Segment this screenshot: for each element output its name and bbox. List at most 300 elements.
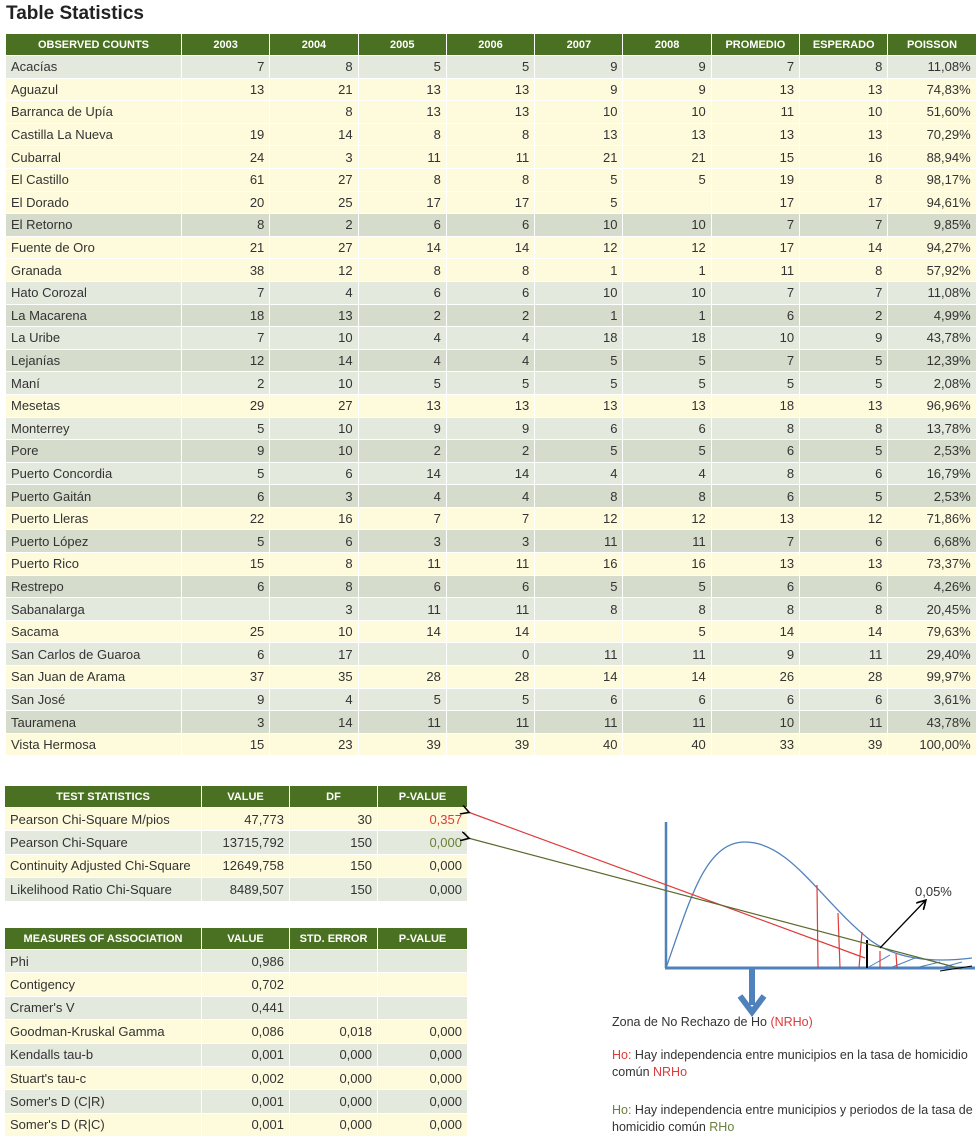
cell-value: 13 [800, 394, 888, 417]
cell-value: 5 [623, 440, 711, 463]
cell-value: 6 [711, 485, 799, 508]
cell-value: 14 [800, 620, 888, 643]
cell-value: 2 [270, 214, 358, 237]
row-label: Phi [5, 950, 202, 973]
cell-value: 11 [623, 643, 711, 666]
cell-value: 3 [358, 530, 446, 553]
cell-value: 3 [182, 711, 270, 734]
cell-value: 0,702 [202, 973, 290, 996]
cell-value: 2 [446, 304, 534, 327]
cell-value: 2 [800, 304, 888, 327]
cell-value: 16 [623, 553, 711, 576]
cell-value: 13 [446, 101, 534, 124]
cell-value: 39 [800, 733, 888, 756]
cell-value: 88,94% [888, 146, 976, 169]
row-label: San Carlos de Guaroa [6, 643, 182, 666]
cell-value: 5 [182, 417, 270, 440]
cell-value: 0,441 [202, 996, 290, 1019]
cell-value: 5 [182, 462, 270, 485]
cell-value: 8 [711, 598, 799, 621]
cell-value: 10 [270, 620, 358, 643]
cell-value: 10 [711, 327, 799, 350]
cell-value: 13 [800, 553, 888, 576]
cell-value: 18 [623, 327, 711, 350]
cell-value: 12 [182, 349, 270, 372]
cell-value: 24 [182, 146, 270, 169]
cell-value: 6 [182, 575, 270, 598]
cell-value: 7 [182, 281, 270, 304]
alpha-arrow [880, 901, 925, 948]
cell-value: 7 [711, 530, 799, 553]
cell-value: 14 [270, 349, 358, 372]
cell-value: 74,83% [888, 78, 976, 101]
cell-value: 16 [535, 553, 623, 576]
cell-value: 13 [800, 123, 888, 146]
cell-value: 150 [290, 878, 378, 901]
cell-value: 6 [711, 440, 799, 463]
cell-value: 5 [535, 575, 623, 598]
cell-value: 6 [446, 214, 534, 237]
cell-value: 4 [535, 462, 623, 485]
cell-value: 6,68% [888, 530, 976, 553]
row-label: Pearson Chi-Square M/pios [5, 808, 202, 831]
row-label: Sacama [6, 620, 182, 643]
cell-value: 10 [270, 372, 358, 395]
cell-value: 9 [623, 56, 711, 79]
row-label: Aguazul [6, 78, 182, 101]
cell-value: 4 [358, 327, 446, 350]
cell-value: 6 [446, 575, 534, 598]
cell-value: 7 [800, 281, 888, 304]
cell-value: 8 [800, 259, 888, 282]
cell-value: 12 [535, 236, 623, 259]
row-label: El Retorno [6, 214, 182, 237]
cell-value: 11 [446, 711, 534, 734]
cell-value: 61 [182, 168, 270, 191]
cell-value: 17 [358, 191, 446, 214]
cell-value: 6 [182, 643, 270, 666]
alpha-label: 0,05% [915, 884, 952, 899]
row-label: Tauramena [6, 711, 182, 734]
cell-value: 6 [623, 688, 711, 711]
cell-value: 4 [358, 485, 446, 508]
cell-value: 6 [358, 281, 446, 304]
cell-value: 26 [711, 666, 799, 689]
row-label: San Juan de Arama [6, 666, 182, 689]
row-label: Likelihood Ratio Chi-Square [5, 878, 202, 901]
cell-value: 14 [800, 236, 888, 259]
cell-value: 14 [535, 666, 623, 689]
cell-value: 12 [270, 259, 358, 282]
cell-value: 14 [623, 666, 711, 689]
cell-value: 5 [623, 372, 711, 395]
column-header: PROMEDIO [711, 34, 799, 56]
row-label: Puerto Concordia [6, 462, 182, 485]
cell-value: 13 [182, 78, 270, 101]
cell-value: 9 [182, 440, 270, 463]
cell-value: 11 [711, 101, 799, 124]
cell-value: 5 [535, 349, 623, 372]
cell-value: 9,85% [888, 214, 976, 237]
cell-value: 4 [446, 327, 534, 350]
cell-value: 25 [270, 191, 358, 214]
cell-value: 1 [535, 304, 623, 327]
cell-value: 5 [446, 688, 534, 711]
row-label: Mesetas [6, 394, 182, 417]
cell-value: 4 [446, 349, 534, 372]
cell-value: 94,61% [888, 191, 976, 214]
cell-value: 5 [623, 575, 711, 598]
cell-value: 0,018 [290, 1020, 378, 1043]
cell-value: 15 [182, 553, 270, 576]
cell-value: 96,96% [888, 394, 976, 417]
row-label: Monterrey [6, 417, 182, 440]
cell-value: 12 [623, 236, 711, 259]
cell-value: 10 [535, 214, 623, 237]
cell-value: 11 [358, 146, 446, 169]
cell-value: 13 [711, 507, 799, 530]
row-label: Maní [6, 372, 182, 395]
cell-value: 8 [182, 214, 270, 237]
cell-value: 13 [446, 394, 534, 417]
cell-value: 8 [623, 485, 711, 508]
cell-value: 14 [358, 236, 446, 259]
cell-value: 21 [270, 78, 358, 101]
cell-value: 11 [535, 711, 623, 734]
cell-value: 30 [290, 808, 378, 831]
cell-value: 43,78% [888, 711, 976, 734]
cell-value: 6 [800, 575, 888, 598]
cell-value: 10 [623, 281, 711, 304]
cell-value: 12 [535, 507, 623, 530]
zone-note: Zona de No Rechazo de Ho (NRHo) [612, 1015, 813, 1029]
cell-value: 3 [270, 485, 358, 508]
cell-value: 0,000 [290, 1090, 378, 1113]
cell-value: 5 [182, 530, 270, 553]
cell-value: 16 [800, 146, 888, 169]
cell-value: 0,001 [202, 1090, 290, 1113]
cell-value: 70,29% [888, 123, 976, 146]
cell-value: 14 [270, 711, 358, 734]
cell-value: 39 [446, 733, 534, 756]
cell-value: 13 [446, 78, 534, 101]
column-header: 2008 [623, 34, 711, 56]
cell-value: 21 [623, 146, 711, 169]
cell-value: 5 [711, 372, 799, 395]
cell-value: 6 [182, 485, 270, 508]
cell-value: 0 [446, 643, 534, 666]
row-label: Contigency [5, 973, 202, 996]
cell-value: 4,26% [888, 575, 976, 598]
cell-value: 150 [290, 854, 378, 877]
cell-value: 13 [800, 78, 888, 101]
cell-value: 20 [182, 191, 270, 214]
column-header: 2003 [182, 34, 270, 56]
row-label: San José [6, 688, 182, 711]
cell-value: 13 [711, 123, 799, 146]
cell-value: 22 [182, 507, 270, 530]
cell-value: 27 [270, 394, 358, 417]
cell-value: 14 [358, 620, 446, 643]
cell-value: 5 [535, 191, 623, 214]
cell-value: 79,63% [888, 620, 976, 643]
cell-value: 19 [182, 123, 270, 146]
row-label: Cubarral [6, 146, 182, 169]
cell-value: 37 [182, 666, 270, 689]
column-header: TEST STATISTICS [5, 786, 202, 808]
cell-value: 11 [535, 530, 623, 553]
cell-value: 9 [800, 327, 888, 350]
cell-value: 18 [711, 394, 799, 417]
cell-value: 2 [358, 304, 446, 327]
cell-value: 14 [446, 620, 534, 643]
cell-value: 13 [358, 78, 446, 101]
column-header: 2004 [270, 34, 358, 56]
cell-value: 7 [711, 56, 799, 79]
cell-value: 20,45% [888, 598, 976, 621]
cell-value: 7 [358, 507, 446, 530]
cell-value: 5 [446, 56, 534, 79]
cell-value: 11 [535, 643, 623, 666]
cell-value: 7 [446, 507, 534, 530]
cell-value: 8 [800, 598, 888, 621]
cell-value: 150 [290, 831, 378, 854]
cell-value: 6 [535, 688, 623, 711]
cell-value: 8 [800, 56, 888, 79]
cell-value: 11,08% [888, 56, 976, 79]
row-label: Goodman-Kruskal Gamma [5, 1020, 202, 1043]
hypothesis-1: Ho: Hay independencia entre municipios en la tasa de homicidio común NRHo [612, 1048, 968, 1079]
cell-value: 10 [535, 281, 623, 304]
cell-value: 5 [800, 440, 888, 463]
cell-value: 51,60% [888, 101, 976, 124]
cell-value: 2,08% [888, 372, 976, 395]
cell-value: 0,086 [202, 1020, 290, 1043]
cell-value: 6 [623, 417, 711, 440]
cell-value: 13 [711, 553, 799, 576]
row-label: Puerto Gaitán [6, 485, 182, 508]
cell-value: 15 [711, 146, 799, 169]
cell-value: 27 [270, 168, 358, 191]
cell-value: 5 [623, 349, 711, 372]
row-label: Granada [6, 259, 182, 282]
cell-value: 9 [535, 78, 623, 101]
cell-value: 11 [446, 598, 534, 621]
cell-value: 9 [711, 643, 799, 666]
cell-value: 8 [270, 575, 358, 598]
cell-value: 5 [358, 688, 446, 711]
cell-value: 17 [270, 643, 358, 666]
cell-value: 0,000 [378, 854, 468, 877]
cell-value: 14 [711, 620, 799, 643]
cell-value: 3 [446, 530, 534, 553]
cell-value: 0,000 [290, 1113, 378, 1136]
cell-value: 8 [800, 417, 888, 440]
cell-value: 14 [358, 462, 446, 485]
cell-value: 5 [446, 372, 534, 395]
cell-value: 8 [270, 101, 358, 124]
column-header: 2007 [535, 34, 623, 56]
cell-value: 0,986 [202, 950, 290, 973]
cell-value: 33 [711, 733, 799, 756]
cell-value: 13 [535, 123, 623, 146]
cell-value: 17 [800, 191, 888, 214]
cell-value: 71,86% [888, 507, 976, 530]
cell-value: 8 [358, 259, 446, 282]
row-label: El Castillo [6, 168, 182, 191]
cell-value: 38 [182, 259, 270, 282]
cell-value: 0,000 [290, 1043, 378, 1066]
cell-value: 23 [270, 733, 358, 756]
cell-value: 0,000 [378, 1090, 468, 1113]
cell-value: 11 [711, 259, 799, 282]
row-label: Vista Hermosa [6, 733, 182, 756]
cell-value: 10 [623, 101, 711, 124]
cell-value: 5 [623, 168, 711, 191]
row-label: Puerto Lleras [6, 507, 182, 530]
cell-value: 12 [623, 507, 711, 530]
cell-value: 0,000 [378, 831, 468, 854]
cell-value: 2 [446, 440, 534, 463]
cell-value: 0,000 [290, 1066, 378, 1089]
column-header: POISSON [888, 34, 976, 56]
row-label: Stuart's tau-c [5, 1066, 202, 1089]
row-label: Barranca de Upía [6, 101, 182, 124]
cell-value: 3 [270, 598, 358, 621]
column-header: STD. ERROR [290, 928, 378, 950]
cell-value: 11 [446, 146, 534, 169]
cell-value: 13,78% [888, 417, 976, 440]
row-label: Acacías [6, 56, 182, 79]
cell-value: 8 [535, 598, 623, 621]
cell-value: 1 [535, 259, 623, 282]
cell-value: 12649,758 [202, 854, 290, 877]
cell-value: 0,000 [378, 1043, 468, 1066]
cell-value: 13715,792 [202, 831, 290, 854]
cell-value: 10 [270, 327, 358, 350]
cell-value: 13 [358, 101, 446, 124]
cell-value: 6 [446, 281, 534, 304]
cell-value: 21 [182, 236, 270, 259]
cell-value: 13 [711, 78, 799, 101]
cell-value: 11 [800, 711, 888, 734]
cell-value: 25 [182, 620, 270, 643]
cell-value: 11 [358, 598, 446, 621]
row-label: El Dorado [6, 191, 182, 214]
down-arrow-icon [740, 968, 764, 1012]
green-pointer-line [468, 838, 962, 969]
cell-value: 16 [270, 507, 358, 530]
cell-value: 1 [623, 304, 711, 327]
cell-value: 43,78% [888, 327, 976, 350]
cell-value: 18 [535, 327, 623, 350]
row-label: Somer's D (R|C) [5, 1113, 202, 1136]
cell-value: 17 [711, 191, 799, 214]
row-label: Pore [6, 440, 182, 463]
cell-value: 10 [535, 101, 623, 124]
cell-value: 1 [623, 259, 711, 282]
cell-value: 40 [535, 733, 623, 756]
cell-value: 8 [711, 462, 799, 485]
cell-value: 0,001 [202, 1113, 290, 1136]
cell-value: 8 [800, 168, 888, 191]
cell-value: 10 [800, 101, 888, 124]
cell-value: 6 [800, 462, 888, 485]
cell-value: 8 [711, 417, 799, 440]
cell-value: 40 [623, 733, 711, 756]
row-label: Somer's D (C|R) [5, 1090, 202, 1113]
row-label: Kendalls tau-b [5, 1043, 202, 1066]
row-label: Puerto López [6, 530, 182, 553]
cell-value: 4 [446, 485, 534, 508]
cell-value: 29 [182, 394, 270, 417]
cell-value: 7 [182, 327, 270, 350]
cell-value: 11,08% [888, 281, 976, 304]
cell-value: 9 [182, 688, 270, 711]
cell-value: 2 [182, 372, 270, 395]
cell-value: 5 [800, 372, 888, 395]
cell-value: 7 [711, 281, 799, 304]
cell-value: 73,37% [888, 553, 976, 576]
cell-value: 8 [446, 259, 534, 282]
column-header: ESPERADO [800, 34, 888, 56]
cell-value: 11 [446, 553, 534, 576]
cell-value: 10 [623, 214, 711, 237]
cell-value: 14 [446, 462, 534, 485]
cell-value: 3 [270, 146, 358, 169]
cell-value: 6 [711, 688, 799, 711]
cell-value: 8 [446, 123, 534, 146]
cell-value: 10 [270, 440, 358, 463]
cell-value: 9 [358, 417, 446, 440]
column-header: VALUE [202, 786, 290, 808]
cell-value: 5 [535, 440, 623, 463]
cell-value: 6 [800, 688, 888, 711]
cell-value: 28 [446, 666, 534, 689]
cell-value: 8 [358, 168, 446, 191]
column-header: DF [290, 786, 378, 808]
column-header: OBSERVED COUNTS [6, 34, 182, 56]
row-label: Sabanalarga [6, 598, 182, 621]
row-label: Castilla La Nueva [6, 123, 182, 146]
cell-value: 9 [535, 56, 623, 79]
cell-value: 2 [358, 440, 446, 463]
cell-value: 35 [270, 666, 358, 689]
cell-value: 7 [711, 214, 799, 237]
cell-value: 0,357 [378, 808, 468, 831]
cell-value: 8489,507 [202, 878, 290, 901]
cell-value: 6 [711, 304, 799, 327]
cell-value: 0,002 [202, 1066, 290, 1089]
cell-value: 47,773 [202, 808, 290, 831]
cell-value: 0,000 [378, 1113, 468, 1136]
cell-value: 57,92% [888, 259, 976, 282]
cell-value: 2,53% [888, 440, 976, 463]
hypothesis-2: Ho: Hay independencia entre municipios y periodos de la tasa de homicidio común RHo [612, 1103, 973, 1134]
cell-value: 10 [270, 417, 358, 440]
column-header: 2006 [446, 34, 534, 56]
column-header: P-VALUE [378, 786, 468, 808]
cell-value: 13 [623, 123, 711, 146]
cell-value: 4 [270, 281, 358, 304]
row-label: Fuente de Oro [6, 236, 182, 259]
row-label: Pearson Chi-Square [5, 831, 202, 854]
page-title: Table Statistics [6, 3, 144, 24]
cell-value: 8 [358, 123, 446, 146]
row-label: Cramer's V [5, 996, 202, 1019]
cell-value: 4 [623, 462, 711, 485]
cell-value: 15 [182, 733, 270, 756]
